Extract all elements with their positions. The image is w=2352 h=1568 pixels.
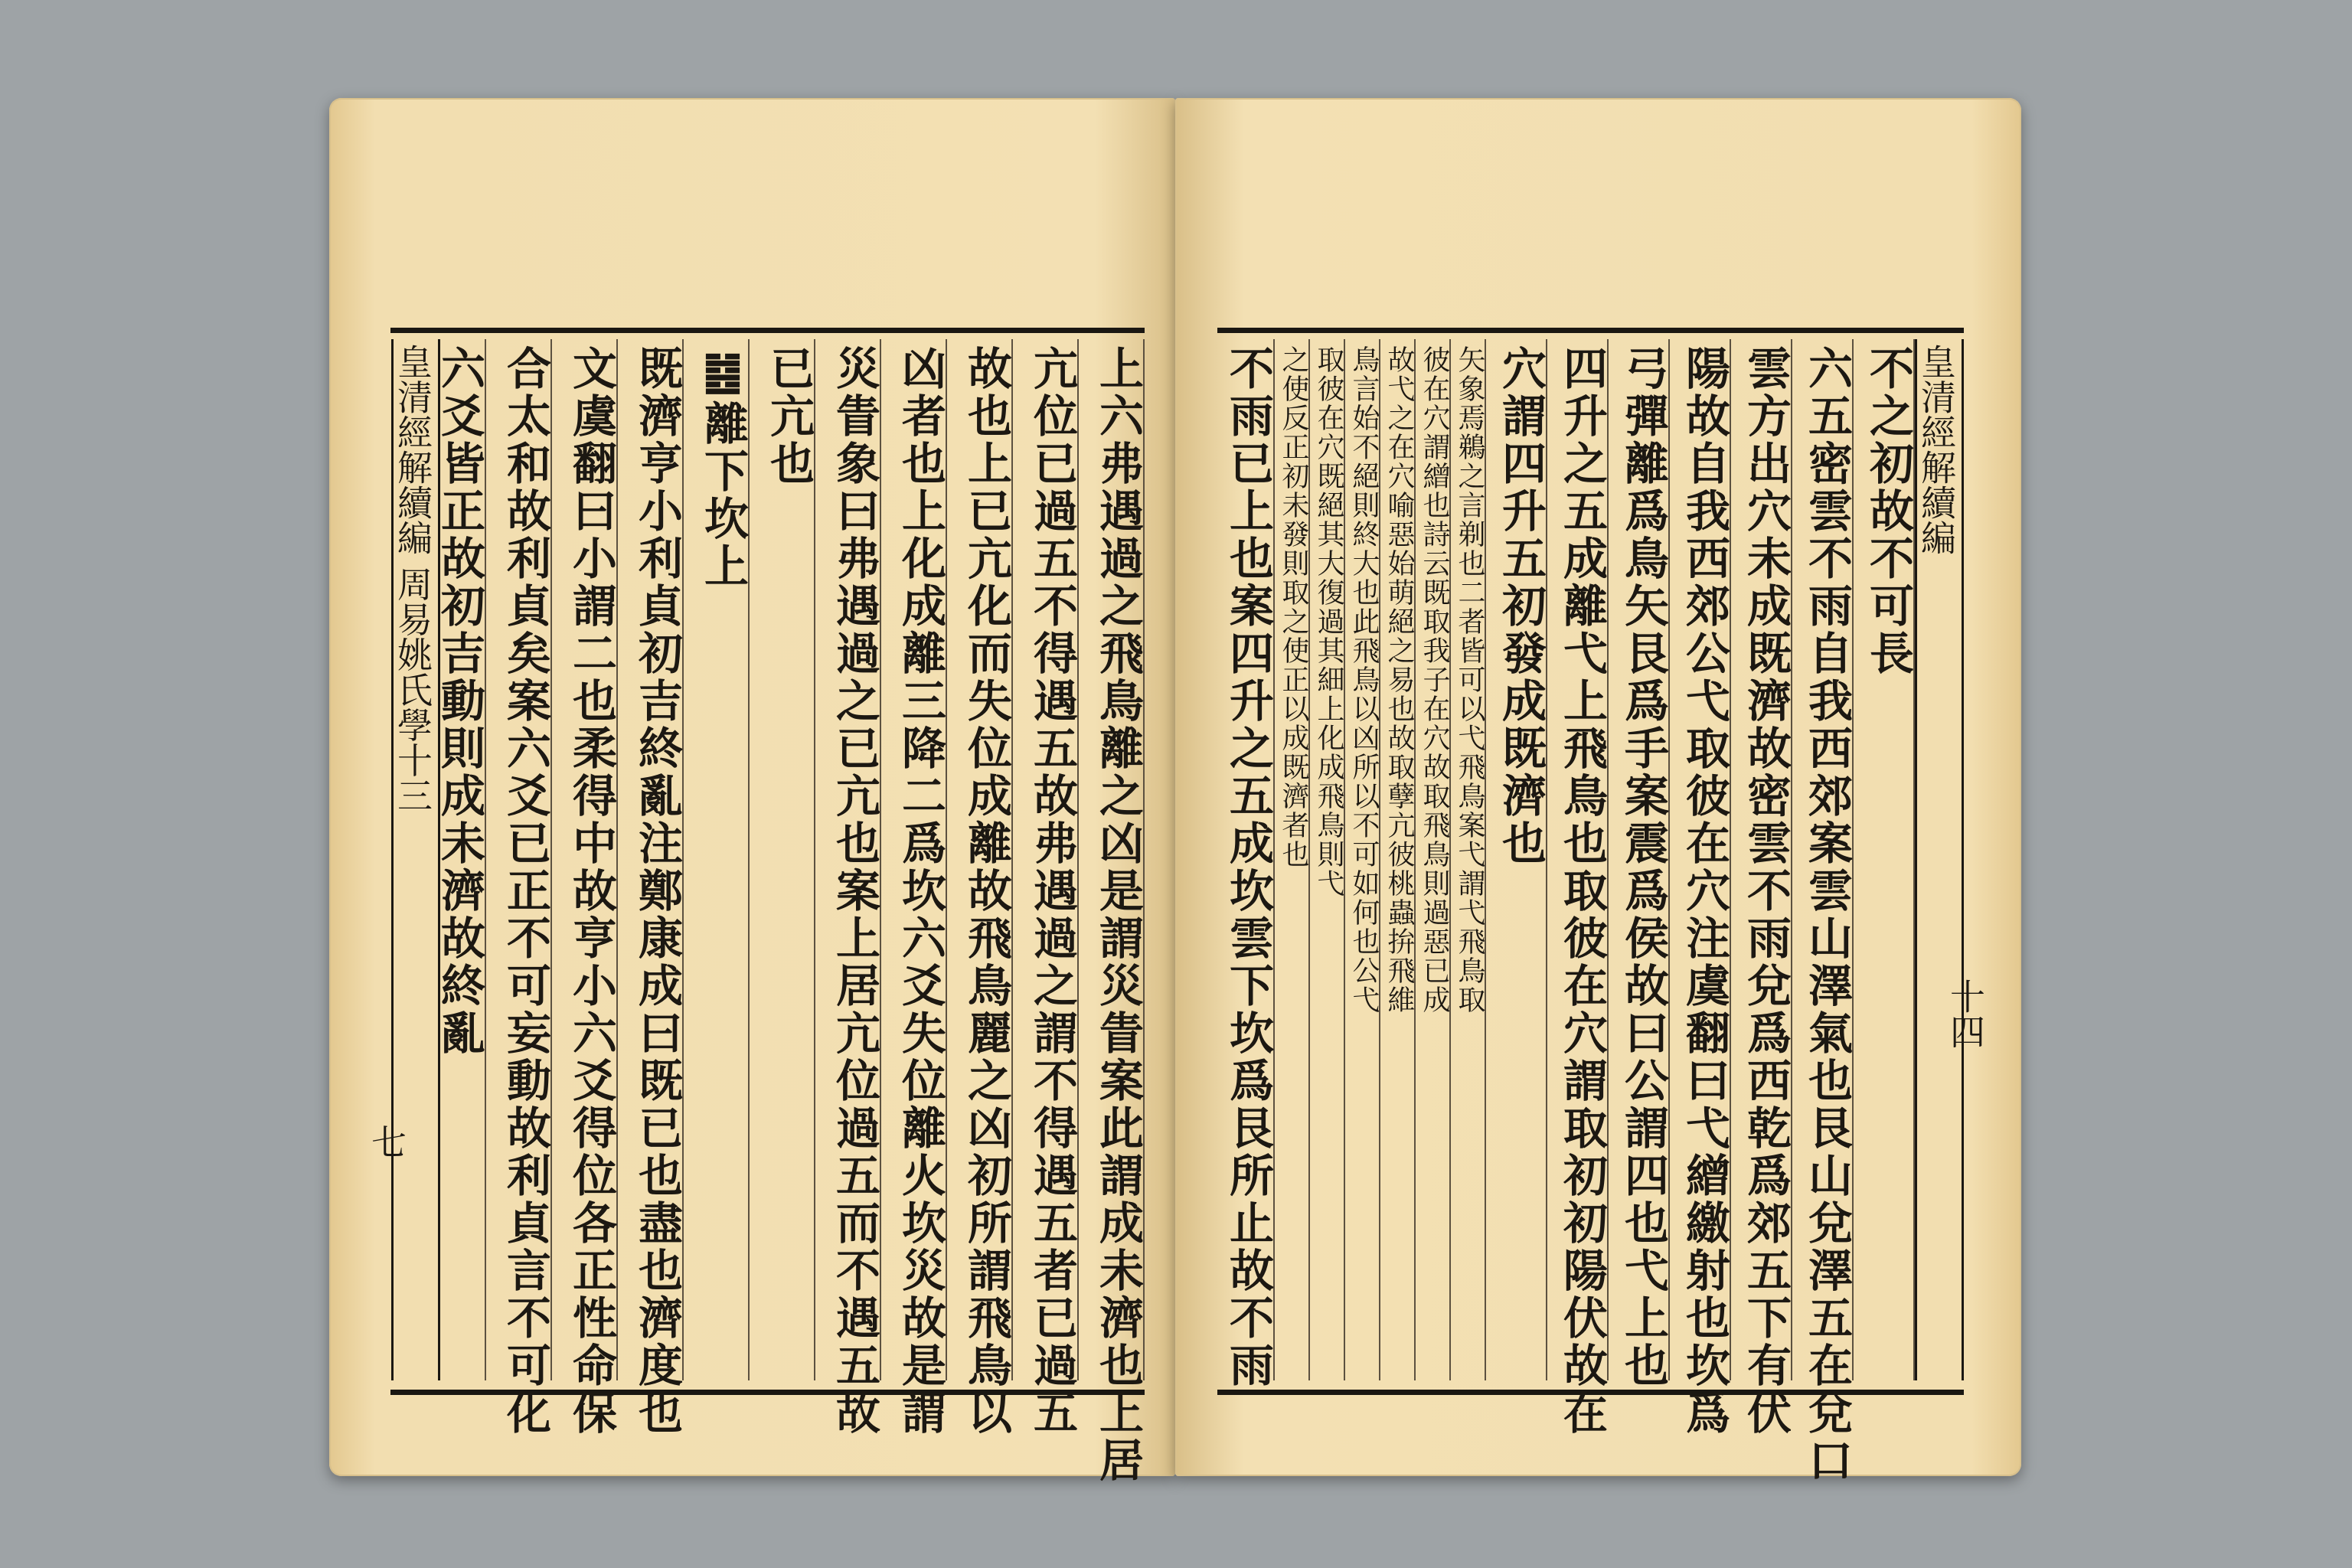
margin-section: 周易姚氏學十三: [392, 566, 433, 813]
hexagram-heading: ䷾離下坎上: [684, 339, 750, 1380]
text-column: 既濟亨小利貞初吉終亂注鄭康成曰既已也盡也濟度也: [618, 339, 684, 1380]
folio-number: 七: [366, 1124, 407, 1159]
text-column: 災眚象曰弗遇過之已亢也案上居亢位過五而不遇五故: [815, 339, 881, 1380]
commentary-column: 取彼在穴既絕其大復過其細上化成飛鳥則弋: [1310, 339, 1345, 1380]
left-margin-title: [391, 339, 440, 1380]
text-column: 故也上已亢化而失位成離故飛鳥麗之凶初所謂飛鳥以: [947, 339, 1013, 1380]
text-column: 凶者也上化成離三降二爲坎六爻失位離火坎災故是謂: [881, 339, 947, 1380]
text-column: 穴謂四升五初發成既濟也: [1486, 339, 1547, 1380]
text-column: 四升之五成離弋上飛鳥也取彼在穴謂取初初陽伏故在: [1547, 339, 1609, 1380]
text-column: 六爻皆正故初吉動則成未濟故終亂: [440, 339, 486, 1380]
right-page: [1175, 98, 2021, 1485]
right-text-frame: [1217, 328, 1964, 1485]
folio-number: 十四: [1945, 978, 1986, 1049]
left-text-frame: [390, 328, 1145, 1485]
text-column: 雲方出穴未成既濟故密雲不雨兌爲西乾爲郊五下有伏: [1731, 339, 1792, 1380]
text-column: 文虞翻曰小謂二也柔得中故亨小六爻得位各正性命保: [552, 339, 618, 1380]
text-column: 上六弗遇過之飛鳥離之凶是謂災眚案此謂成未濟也上居: [1079, 339, 1145, 1380]
text-column: 不雨已上也案四升之五成坎雲下坎爲艮所止故不雨: [1217, 339, 1275, 1380]
text-column: 不之初故不可長: [1854, 339, 1915, 1380]
text-column: 合太和故利貞矣案六爻已正不可妄動故利貞言不可化: [486, 339, 552, 1380]
text-column: 陽故自我西郊公弋取彼在穴注虞翻曰弋繒繳射也坎爲: [1670, 339, 1731, 1380]
commentary-column: 矢象焉鵜之言剃也二者皆可以弋飛鳥案弋謂弋飛鳥取: [1451, 339, 1486, 1380]
open-book: [329, 90, 2021, 1484]
margin-title: 皇清經解續編: [1916, 344, 1957, 555]
commentary-column: 之使反正初未發則取之使正以成既濟者也: [1275, 339, 1310, 1380]
left-page: [329, 98, 1175, 1485]
commentary-column: 鳥言始不絕則終大也此飛鳥以凶所以不可如何也公弋: [1345, 339, 1380, 1380]
text-column: 已亢也: [750, 339, 815, 1380]
text-column: 弓彈離爲鳥矢艮爲手案震爲侯故曰公謂四也弋上也: [1609, 339, 1670, 1380]
text-column: 六五密雲不雨自我西郊案雲山澤氣也艮山兌澤五在兌口: [1792, 339, 1854, 1380]
margin-title: 皇清經解續編: [392, 344, 433, 555]
text-column: 亢位已過五不得遇五故弗遇過之謂不得遇五者已過五: [1013, 339, 1079, 1380]
commentary-column: 故弋之在穴喻惡始萌絕之易也故取孽亢彼桃蟲拚飛維: [1380, 339, 1416, 1380]
commentary-column: 彼在穴謂繒也詩云既取我子在穴故取飛鳥則過惡已成: [1416, 339, 1451, 1380]
right-margin-title: [1915, 339, 1964, 1380]
